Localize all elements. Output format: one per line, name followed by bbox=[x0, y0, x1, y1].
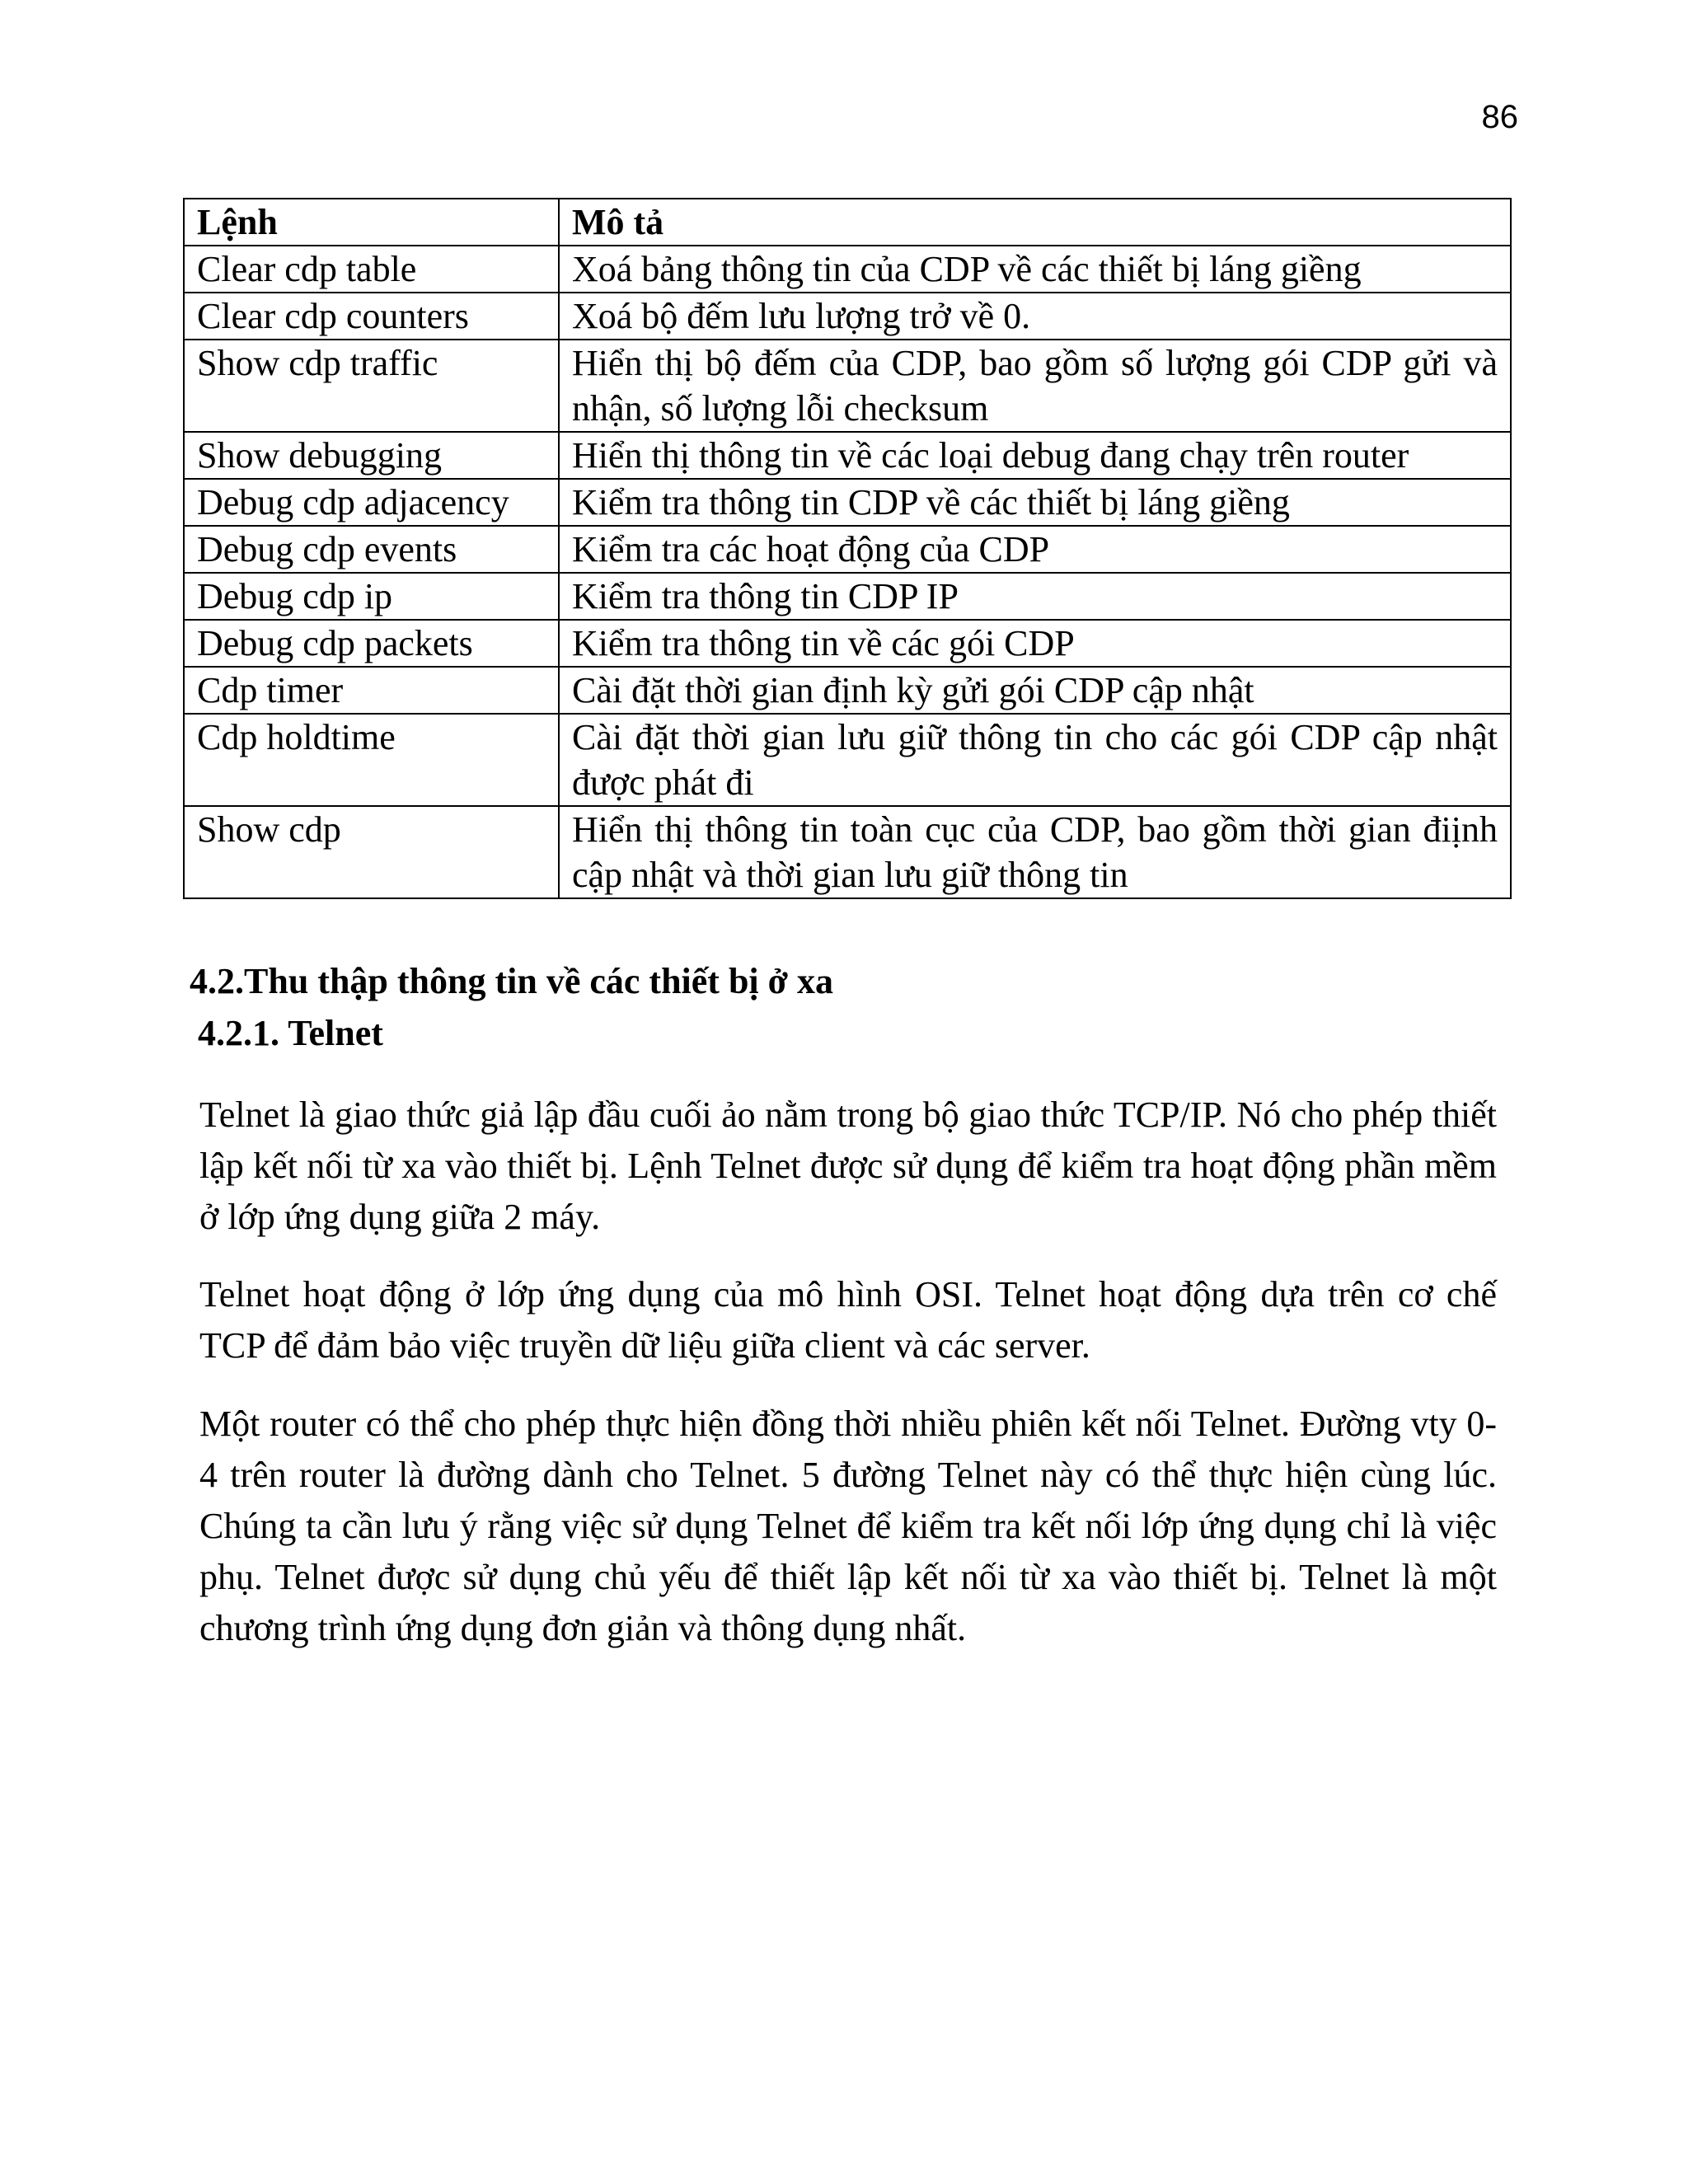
table-header-row bbox=[184, 199, 1511, 246]
page-number: 86 bbox=[1481, 99, 1518, 135]
description-cell: Kiểm tra thông tin CDP IP bbox=[559, 573, 1511, 620]
description-cell: Hiển thị bộ đếm của CDP, bao gồm số lượng gói CDP gửi và nhận, số lượng lỗi checksum bbox=[559, 340, 1511, 432]
command-cell: Cdp holdtime bbox=[184, 714, 559, 806]
command-cell: Clear cdp table bbox=[184, 246, 559, 293]
table-row bbox=[184, 620, 1511, 667]
description-cell: Kiểm tra các hoạt động của CDP bbox=[559, 526, 1511, 573]
body-paragraph: Một router có thể cho phép thực hiện đồng thời nhiều phiên kết nối Telnet. Đường vty 0-4 trên router là đường dành cho Telnet. 5 đường Telnet này có thể thực hiện cùng lúc. Chúng ta cần lưu ý rằng việc sử dụng Telnet để kiểm tra kết nối lớp ứng dụng chỉ là việc phụ. Telnet được sử dụng chủ yếu để thiết lập kết nối từ xa vào thiết bị. Telnet là một chương trình ứng dụng đơn giản và thông dụng nhất. bbox=[199, 1404, 1497, 1648]
header-command: Lệnh bbox=[184, 199, 559, 246]
description-cell: Kiểm tra thông tin CDP về các thiết bị láng giềng bbox=[559, 479, 1511, 526]
table-row bbox=[184, 806, 1511, 898]
command-cell: Debug cdp adjacency bbox=[184, 479, 559, 526]
table-row bbox=[184, 526, 1511, 573]
table-row bbox=[184, 432, 1511, 479]
body-paragraph: Telnet là giao thức giả lập đầu cuối ảo nằm trong bộ giao thức TCP/IP. Nó cho phép thiết lập kết nối từ xa vào thiết bị. Lệnh Telnet được sử dụng để kiểm tra hoạt động phần mềm ở lớp ứng dụng giữa 2 máy. bbox=[199, 1094, 1497, 1237]
table-row bbox=[184, 714, 1511, 806]
header-description: Mô tả bbox=[559, 199, 1511, 246]
command-cell: Show cdp traffic bbox=[184, 340, 559, 432]
description-cell: Xoá bộ đếm lưu lượng trở về 0. bbox=[559, 293, 1511, 340]
description-cell: Cài đặt thời gian định kỳ gửi gói CDP cập nhật bbox=[559, 667, 1511, 714]
description-cell: Kiểm tra thông tin về các gói CDP bbox=[559, 620, 1511, 667]
table-row bbox=[184, 667, 1511, 714]
table-row bbox=[184, 573, 1511, 620]
command-table bbox=[183, 198, 1512, 899]
command-cell: Cdp timer bbox=[184, 667, 559, 714]
section-heading: 4.2.Thu thập thông tin về các thiết bị ở xa bbox=[190, 961, 833, 1001]
table-row bbox=[184, 479, 1511, 526]
subsection-heading: 4.2.1. Telnet bbox=[198, 1013, 383, 1053]
command-cell: Show debugging bbox=[184, 432, 559, 479]
table-row bbox=[184, 340, 1511, 432]
command-cell: Debug cdp ip bbox=[184, 573, 559, 620]
table-row bbox=[184, 246, 1511, 293]
description-cell: Cài đặt thời gian lưu giữ thông tin cho các gói CDP cập nhật được phát đi bbox=[559, 714, 1511, 806]
description-cell: Hiển thị thông tin về các loại debug đang chạy trên router bbox=[559, 432, 1511, 479]
body-paragraph: Telnet hoạt động ở lớp ứng dụng của mô hình OSI. Telnet hoạt động dựa trên cơ chế TCP để đảm bảo việc truyền dữ liệu giữa client và các server. bbox=[199, 1274, 1497, 1366]
table-row bbox=[184, 293, 1511, 340]
command-cell: Clear cdp counters bbox=[184, 293, 559, 340]
command-cell: Debug cdp events bbox=[184, 526, 559, 573]
description-cell: Hiển thị thông tin toàn cục của CDP, bao gồm thời gian điịnh cập nhật và thời gian lưu giữ thông tin bbox=[559, 806, 1511, 898]
command-cell: Show cdp bbox=[184, 806, 559, 898]
description-cell: Xoá bảng thông tin của CDP về các thiết bị láng giềng bbox=[559, 246, 1511, 293]
command-cell: Debug cdp packets bbox=[184, 620, 559, 667]
